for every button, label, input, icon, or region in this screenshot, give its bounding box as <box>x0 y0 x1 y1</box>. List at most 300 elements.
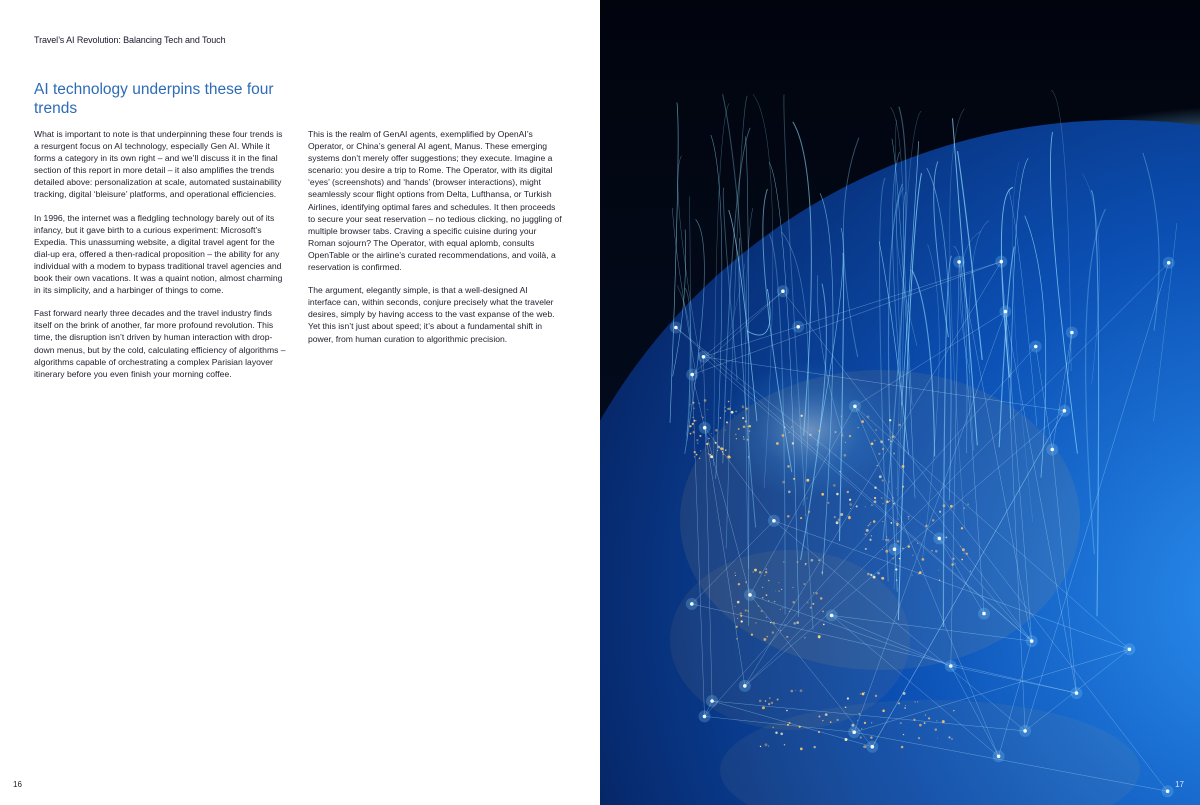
network-node <box>1070 331 1074 335</box>
city-light <box>860 736 862 738</box>
city-light <box>766 617 767 618</box>
city-light <box>942 720 945 723</box>
city-light <box>694 451 696 453</box>
city-light <box>725 430 726 431</box>
city-light <box>782 607 783 608</box>
city-light <box>697 443 698 444</box>
city-light <box>924 722 926 724</box>
city-light <box>778 582 779 583</box>
network-node <box>748 593 752 597</box>
city-light <box>770 622 771 623</box>
city-light <box>912 575 913 576</box>
city-light <box>823 624 825 626</box>
city-light <box>874 439 876 441</box>
city-light <box>751 634 753 636</box>
city-light <box>903 692 906 695</box>
text-column-left <box>34 128 289 391</box>
city-light <box>904 707 906 709</box>
city-light <box>737 601 740 604</box>
city-light <box>931 550 933 552</box>
city-light <box>792 587 793 588</box>
city-light <box>836 493 839 496</box>
city-light <box>735 434 736 435</box>
city-light <box>708 438 710 440</box>
city-light <box>845 706 847 708</box>
city-light <box>818 716 820 718</box>
city-light <box>743 426 746 429</box>
paragraph: In 1996, the internet was a fledgling technology barely out of its infancy, but it gave birth to a curious experiment: Microsoft’s Expedia. This unassuming website, a digital travel agent for the dial-up era, offered a then-radical proposition – the ability for any individual with a modem to bypass traditional travel agencies and book their own vacations. It was a quaint notion, almost charming in its simplicity, and a harbinger of things to come. <box>34 212 283 296</box>
city-light <box>722 451 723 452</box>
city-light <box>961 559 963 561</box>
city-light <box>693 402 695 404</box>
city-light <box>865 533 867 535</box>
city-light <box>818 559 820 561</box>
city-light <box>745 609 747 611</box>
city-light <box>768 600 769 601</box>
city-light <box>820 597 823 600</box>
city-light <box>861 420 864 423</box>
city-light <box>692 423 694 425</box>
city-light <box>763 638 766 641</box>
city-light <box>806 479 809 482</box>
city-light <box>818 637 820 639</box>
city-light <box>833 484 836 487</box>
city-light <box>759 571 762 574</box>
city-light <box>778 590 780 592</box>
city-light <box>734 415 735 416</box>
city-light <box>694 408 695 409</box>
city-light <box>768 703 770 705</box>
network-node <box>710 699 714 703</box>
city-light <box>749 430 751 432</box>
city-light <box>887 539 890 542</box>
city-light <box>791 426 792 427</box>
city-light <box>745 408 747 410</box>
city-light <box>799 726 801 728</box>
city-light <box>768 745 770 747</box>
paragraph: What is important to note is that underpinning these four trends is a resurgent focus on AI technology, especially Gen AI. While it forms a category in its own right – and we’ll discuss it in the final section of this report in more detail – it also amplifies the trends detailed above: personalization at scale, automated sustainability tracking, digital ‘bleisure’ platforms, and operational efficiencies. <box>34 129 283 200</box>
city-light <box>935 550 938 553</box>
city-light <box>848 516 850 518</box>
city-light <box>908 516 910 518</box>
city-light <box>704 399 707 402</box>
city-light <box>919 724 922 727</box>
city-light <box>815 592 817 594</box>
city-light <box>849 503 852 506</box>
city-light <box>742 405 743 406</box>
city-light <box>874 497 876 499</box>
city-light <box>740 615 742 617</box>
city-light <box>961 527 963 529</box>
city-light <box>873 520 876 523</box>
city-light <box>889 419 891 421</box>
network-node <box>1063 409 1067 413</box>
city-light <box>755 622 757 624</box>
city-light <box>808 511 810 513</box>
city-light <box>693 431 695 433</box>
city-light <box>707 409 708 410</box>
city-light <box>939 579 940 580</box>
city-light <box>793 622 796 625</box>
city-light <box>931 532 932 533</box>
city-light <box>696 454 698 456</box>
city-light <box>867 573 870 576</box>
network-node <box>1128 648 1132 652</box>
city-light <box>724 406 725 407</box>
city-light <box>782 434 785 437</box>
city-light <box>938 570 939 571</box>
city-light <box>868 525 869 526</box>
city-light <box>827 502 829 504</box>
city-light <box>694 420 696 422</box>
city-light <box>847 491 849 493</box>
city-light <box>795 690 796 691</box>
city-light <box>772 727 773 728</box>
network-node <box>1030 639 1034 643</box>
city-light <box>781 589 782 590</box>
city-light <box>821 571 823 573</box>
city-light <box>862 692 865 695</box>
city-light <box>786 636 788 638</box>
city-light <box>805 514 806 515</box>
city-light <box>871 504 873 506</box>
city-light <box>735 411 736 412</box>
city-light <box>880 440 883 443</box>
city-light <box>787 515 790 518</box>
city-light <box>793 478 795 480</box>
city-light <box>896 579 898 581</box>
city-light <box>728 401 730 403</box>
network-node <box>702 355 706 359</box>
city-light <box>897 540 899 542</box>
city-light <box>873 576 876 579</box>
city-light <box>935 728 938 731</box>
city-light <box>689 425 691 427</box>
city-light <box>860 693 861 694</box>
city-light <box>892 558 894 560</box>
city-light <box>871 535 872 536</box>
network-node <box>1000 260 1004 264</box>
city-light <box>893 497 894 498</box>
network-node <box>1034 345 1038 349</box>
city-light <box>753 571 754 572</box>
city-light <box>791 690 794 693</box>
city-light <box>892 435 895 438</box>
city-light <box>877 465 878 466</box>
city-light <box>771 702 774 705</box>
city-light <box>885 550 888 553</box>
network-node <box>1004 310 1008 314</box>
city-light <box>764 743 767 746</box>
city-light <box>784 744 785 745</box>
city-light <box>709 454 711 456</box>
city-light <box>788 432 789 433</box>
network-node <box>781 289 785 293</box>
city-light <box>717 450 718 451</box>
city-light <box>726 421 728 423</box>
city-light <box>943 504 946 507</box>
city-light <box>866 529 869 532</box>
city-light <box>902 465 905 468</box>
city-light <box>905 705 906 706</box>
city-light <box>811 559 814 562</box>
city-light <box>836 521 839 524</box>
city-light <box>861 728 862 729</box>
city-light <box>720 417 721 418</box>
network-node <box>690 602 694 606</box>
network-node <box>674 326 678 330</box>
city-light <box>895 568 897 570</box>
city-light <box>741 620 743 622</box>
city-light <box>871 722 872 723</box>
city-light <box>893 503 895 505</box>
city-light <box>736 438 737 439</box>
city-light <box>908 518 909 519</box>
city-light <box>864 722 866 724</box>
city-light <box>881 577 884 580</box>
city-light <box>900 722 902 724</box>
city-light <box>939 511 941 513</box>
city-light <box>749 425 751 427</box>
network-node <box>830 614 834 618</box>
network-node <box>938 537 942 541</box>
city-light <box>807 497 808 498</box>
city-light <box>922 558 925 561</box>
city-light <box>867 416 870 419</box>
city-light <box>918 737 920 739</box>
city-light <box>925 714 926 715</box>
city-light <box>813 592 814 593</box>
city-light <box>700 450 701 451</box>
city-light <box>759 700 762 703</box>
city-light <box>736 638 738 640</box>
paragraph: The argument, elegantly simple, is that a well-designed AI interface can, within seconds, conjure precisely what the traveler desires, simply by having access to the vast expanse of the web. Yet this isn’t just about speed; it’s about a fundamental shift in power, from human curation to algorithmic precision. <box>308 285 555 344</box>
city-light <box>800 748 803 751</box>
city-light <box>942 514 943 515</box>
city-light <box>785 624 786 625</box>
city-light <box>736 626 738 628</box>
city-light <box>782 481 785 484</box>
city-light <box>708 453 709 454</box>
city-light <box>845 738 848 741</box>
city-light <box>847 697 849 699</box>
city-light <box>865 506 866 507</box>
network-node <box>796 325 800 329</box>
city-light <box>804 637 806 639</box>
city-light <box>702 417 703 418</box>
network-node <box>703 715 707 719</box>
city-light <box>890 522 892 524</box>
earth-network-illustration <box>600 0 1200 805</box>
network-node <box>997 755 1001 759</box>
city-light <box>952 558 954 560</box>
city-light <box>841 416 843 418</box>
network-node <box>772 519 776 523</box>
city-light <box>699 403 700 404</box>
paragraph: This is the realm of GenAI agents, exemplified by OpenAI’s Operator, or China’s general AI agent, Manus. These emerging systems don’t merely offer suggestions; they execute. Imagine a scenario: you desire a trip to Rome. The Operator, with its digital ‘eyes’ (screenshots) and ‘hands’ (browser interactions), might seamlessly scour flight options from Delta, Lufthansa, or Turkish Airlines, identifying optimal fares and schedules. It then proceeds to secure your seat reservation – no tedious clicking, no juggling of multiple browser tabs. Craving a specific cuisine during your Roman sojourn? The Operator, with equal aplomb, consults OpenTable or the airline’s curated recommendations, and voilà, a reservation is confirmed. <box>308 129 562 273</box>
city-light <box>878 453 880 455</box>
city-light <box>841 434 843 436</box>
city-light <box>796 621 799 624</box>
network-node <box>893 547 897 551</box>
city-light <box>902 486 904 488</box>
city-light <box>787 724 789 726</box>
city-light <box>896 523 899 526</box>
city-light <box>775 732 777 734</box>
city-light <box>735 606 736 607</box>
city-light <box>893 453 895 455</box>
city-light <box>738 428 740 430</box>
city-light <box>699 435 701 437</box>
city-light <box>903 734 904 735</box>
city-light <box>788 491 791 494</box>
city-light <box>953 710 955 712</box>
city-light <box>812 603 814 605</box>
city-light <box>735 575 736 576</box>
city-light <box>780 732 783 735</box>
city-light <box>699 457 701 459</box>
city-light <box>701 416 702 417</box>
city-light <box>810 607 812 609</box>
city-light <box>694 456 695 457</box>
city-light <box>913 719 915 721</box>
city-light <box>737 618 738 619</box>
city-light <box>747 439 749 441</box>
city-light <box>966 553 968 555</box>
network-node <box>1051 448 1055 452</box>
city-light <box>885 539 886 540</box>
city-light <box>925 525 927 527</box>
city-light <box>768 580 770 582</box>
city-light <box>889 481 890 482</box>
network-node <box>949 664 953 668</box>
city-light <box>882 521 883 522</box>
city-light <box>914 701 916 703</box>
city-light <box>898 702 900 704</box>
network-node <box>1023 729 1027 733</box>
city-light <box>881 578 882 579</box>
city-light <box>748 457 749 458</box>
city-light <box>970 571 971 572</box>
city-light <box>690 433 692 435</box>
city-light <box>882 710 885 713</box>
city-light <box>760 746 761 747</box>
city-light <box>830 721 832 723</box>
city-light <box>825 713 828 716</box>
city-light <box>743 438 744 439</box>
city-light <box>874 500 877 503</box>
city-light <box>877 572 880 575</box>
paragraph: Fast forward nearly three decades and the travel industry finds itself on the brink of another, far more profound revolution. This time, the disruption isn’t driven by human interaction with drop-down menus, but by the cold, calculating efficiency of algorithms – algorithms capable of orchestrating a complex Parisian layover itinerary before you even finish your morning coffee. <box>34 308 286 379</box>
city-light <box>837 719 839 721</box>
city-light <box>901 746 904 749</box>
city-light <box>740 612 742 614</box>
running-title: Travel’s AI Revolution: Balancing Tech and Touch <box>34 35 226 45</box>
city-light <box>898 519 899 520</box>
city-light <box>840 513 843 516</box>
city-light <box>882 448 884 450</box>
city-light <box>764 575 765 576</box>
city-light <box>888 439 890 441</box>
city-light <box>783 561 784 562</box>
city-light <box>762 706 765 709</box>
city-light <box>856 505 858 507</box>
city-light <box>784 427 785 428</box>
page-number-right: 17 <box>1175 780 1184 789</box>
city-light <box>745 420 747 422</box>
city-light <box>882 503 883 504</box>
city-light <box>936 720 937 721</box>
city-light <box>727 408 729 410</box>
city-light <box>963 507 965 509</box>
city-light <box>881 497 883 499</box>
city-light <box>882 549 883 550</box>
city-light <box>857 720 858 721</box>
city-light <box>805 563 807 565</box>
city-light <box>731 411 734 414</box>
page-number-left: 16 <box>13 780 22 789</box>
city-light <box>917 701 918 702</box>
city-light <box>864 745 867 748</box>
city-light <box>761 610 763 612</box>
city-light <box>948 736 950 738</box>
network-node <box>1075 691 1079 695</box>
city-light <box>879 475 882 478</box>
city-light <box>754 569 757 572</box>
city-light <box>875 695 877 697</box>
city-light <box>692 417 693 418</box>
city-light <box>766 594 768 596</box>
city-light <box>803 583 805 585</box>
city-light <box>951 563 954 566</box>
city-light <box>896 488 897 489</box>
city-light <box>951 738 952 739</box>
city-light <box>890 440 892 442</box>
city-light <box>834 431 836 433</box>
city-light <box>871 442 874 445</box>
city-light <box>963 553 964 554</box>
city-light <box>869 539 871 541</box>
city-light <box>917 543 918 544</box>
city-light <box>765 568 767 570</box>
city-light <box>858 713 860 715</box>
city-light <box>727 455 730 458</box>
city-light <box>865 548 867 550</box>
city-light <box>707 443 708 444</box>
network-node <box>852 730 856 734</box>
city-light <box>742 417 744 419</box>
city-light <box>870 574 872 576</box>
city-light <box>776 442 779 445</box>
city-light <box>715 429 718 432</box>
city-light <box>787 465 790 468</box>
city-light <box>772 622 775 625</box>
section-heading: AI technology underpins these four trends <box>34 81 274 117</box>
city-light <box>857 427 858 428</box>
city-light <box>809 433 812 436</box>
text-column-right <box>308 128 563 356</box>
city-light <box>792 601 795 604</box>
city-light <box>822 610 824 612</box>
network-node <box>1167 261 1171 265</box>
city-light <box>711 433 712 434</box>
city-light <box>908 545 910 547</box>
city-light <box>912 555 913 556</box>
city-light <box>801 415 803 417</box>
city-light <box>722 454 723 455</box>
city-light <box>818 430 820 432</box>
city-light <box>780 609 781 610</box>
